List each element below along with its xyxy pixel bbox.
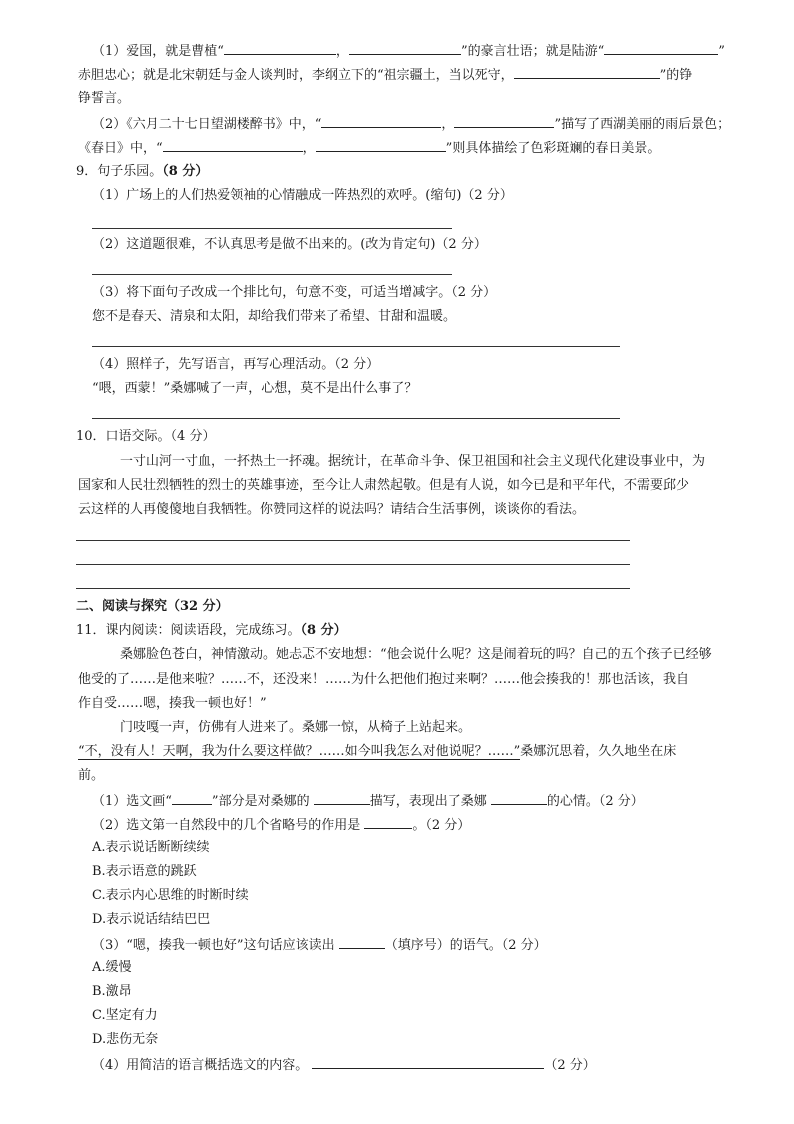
text: ”描写了西湖美丽的雨后景色；: [554, 117, 731, 132]
q11-sq2-option-c: C.表示内心思维的时断时续: [92, 888, 249, 903]
text: ，: [335, 44, 349, 59]
q11-p1-line1: 桑娜脸色苍白，神情激动。她忐忑不安地想：“他会说什么呢？这是闹着玩的吗？自己的五个孩子已经够: [120, 647, 712, 662]
q9-s4: （4）照样子，先写语言，再写心理活动。（2 分）: [92, 357, 380, 372]
underlined-passage: “不，没有人！天啊，我为什么要这样做？……如今叫我怎么对他说呢？……”: [78, 744, 521, 759]
answer-blank[interactable]: [454, 113, 554, 128]
q11-p3-line2: 前。: [78, 768, 105, 783]
answer-line[interactable]: [76, 540, 630, 541]
q10-title: 10．口语交际。（4 分）: [76, 429, 216, 444]
text: （1）选文画“: [92, 794, 172, 809]
q11-sq2: [92, 814, 470, 834]
answer-line[interactable]: [76, 588, 630, 589]
text: ”的豪言壮语；就是陆游“: [460, 44, 605, 59]
text: （填序号）的语气。（2 分）: [384, 938, 547, 953]
answer-blank[interactable]: [224, 40, 336, 55]
answer-blank[interactable]: [339, 934, 385, 949]
q11-p2: 门吱嘎一声，仿佛有人进来了。桑娜一惊，从椅子上站起来。: [120, 720, 472, 735]
text: ”的铮: [659, 68, 693, 83]
answer-line[interactable]: [92, 228, 452, 229]
answer-blank[interactable]: [163, 137, 303, 152]
text: 9．句子乐园。: [76, 164, 163, 179]
answer-blank[interactable]: [172, 790, 212, 805]
q11-sq1: [92, 790, 644, 810]
q8-part1-line1: [92, 40, 725, 60]
q11-sq3-option-d: D.悲伤无奈: [92, 1032, 159, 1047]
answer-blank[interactable]: [349, 40, 461, 55]
q9-s3-text: 您不是春天、清泉和太阳，却给我们带来了希望、甘甜和温暖。: [92, 309, 457, 324]
q11-sq3-option-b: B.激昂: [92, 984, 132, 999]
q10-line3: 云这样的人再傻傻地自我牺牲。你赞同这样的说法吗？请结合生活事例，谈谈你的看法。: [78, 502, 586, 517]
text: （2）《六月二十七日望湖楼醉书》中，“: [92, 117, 322, 132]
text: 《春日》中，“: [78, 141, 163, 156]
q11-sq2-option-d: D.表示说话结结巴巴: [92, 912, 211, 927]
answer-blank[interactable]: [364, 814, 412, 829]
q10-line2: 国家和人民壮烈牺牲的烈士的英雄事迹，至今让人肃然起敬。但是有人说，如今已是和平年代，不需要邱少: [78, 478, 690, 493]
text: 。（2 分）: [412, 818, 471, 833]
answer-line[interactable]: [92, 346, 620, 347]
q10-line1: 一寸山河一寸血，一抔热土一抔魂。据统计，在革命斗争、保卫祖国和社会主义现代化建设事业中，为: [120, 454, 706, 469]
answer-blank[interactable]: [514, 64, 660, 79]
answer-blank[interactable]: [491, 790, 547, 805]
answer-blank[interactable]: [604, 40, 718, 55]
q11-sq3-option-c: C.坚定有力: [92, 1008, 158, 1023]
answer-blank[interactable]: [316, 137, 446, 152]
answer-line[interactable]: [76, 564, 630, 565]
q11-sq2-option-a: A.表示说话断断续续: [92, 840, 210, 855]
text: （3）“嗯，揍我一顿也好”这句话应该读出: [92, 938, 339, 953]
text: （1）爱国，就是曹植“: [92, 44, 224, 59]
answer-line[interactable]: [92, 274, 452, 275]
answer-blank[interactable]: [312, 1054, 544, 1069]
text: 桑娜沉思着，久久地坐在床: [520, 744, 677, 759]
answer-blank[interactable]: [321, 113, 441, 128]
text: ”部分是对桑娜的: [211, 794, 314, 809]
q11-sq3: [92, 934, 547, 954]
text: 11．课内阅读：阅读语段，完成练习。: [76, 623, 301, 638]
q8-part2-line2: [78, 137, 660, 157]
q9-title: [76, 162, 208, 182]
answer-line[interactable]: [92, 418, 620, 419]
text: 的心情。（2 分）: [546, 794, 644, 809]
text: （4）用简洁的语言概括选文的内容。: [92, 1058, 313, 1073]
q11-p3-line1: [78, 742, 676, 762]
text: 赤胆忠心；就是北宋朝廷与金人谈判时，李纲立下的“祖宗疆土，当以死守，: [78, 68, 514, 83]
q8-part1-line2: [78, 64, 692, 84]
text: （2）选文第一自然段中的几个省略号的作用是: [92, 818, 365, 833]
text: ”则具体描绘了色彩斑斓的春日美景。: [445, 141, 661, 156]
q11-p1-line2: 他受的了……是他来啦？……不，还没来！……为什么把他们抱过来啊？……他会揍我的！那也活该，我自: [78, 672, 690, 687]
answer-blank[interactable]: [314, 790, 370, 805]
q8-part1-line3: 铮誓言。: [78, 91, 131, 106]
q9-s3: （3）将下面句子改成一个排比句，句意不变，可适当增减字。（2 分）: [92, 285, 497, 300]
score: （8 分）: [300, 623, 347, 638]
q11-sq3-option-a: A.缓慢: [92, 960, 132, 975]
text: ，: [441, 117, 455, 132]
text: ，: [302, 141, 316, 156]
q9-s1: （1）广场上的人们热爱领袖的心情融成一阵热烈的欢呼。(缩句)（2 分）: [92, 188, 513, 203]
q11-p1-line3: 作自受……嗯，揍我一顿也好！”: [78, 696, 267, 711]
q11-sq2-option-b: B.表示语意的跳跃: [92, 864, 197, 879]
score: （8 分）: [162, 164, 209, 179]
q9-s4-text: “喂，西蒙！”桑娜喊了一声，心想，莫不是出什么事了？: [92, 381, 418, 396]
q8-part2-line1: [92, 113, 730, 133]
text: ”: [718, 44, 725, 59]
q9-s2: （2）这道题很难，不认真思考是做不出来的。(改为肯定句)（2 分）: [92, 237, 487, 252]
text: 描写，表现出了桑娜: [369, 794, 491, 809]
section2-title: 二、阅读与探究（32 分）: [76, 599, 229, 614]
text: （2 分）: [544, 1058, 596, 1073]
q11-title: [76, 621, 347, 641]
q11-sq4: [92, 1054, 596, 1074]
